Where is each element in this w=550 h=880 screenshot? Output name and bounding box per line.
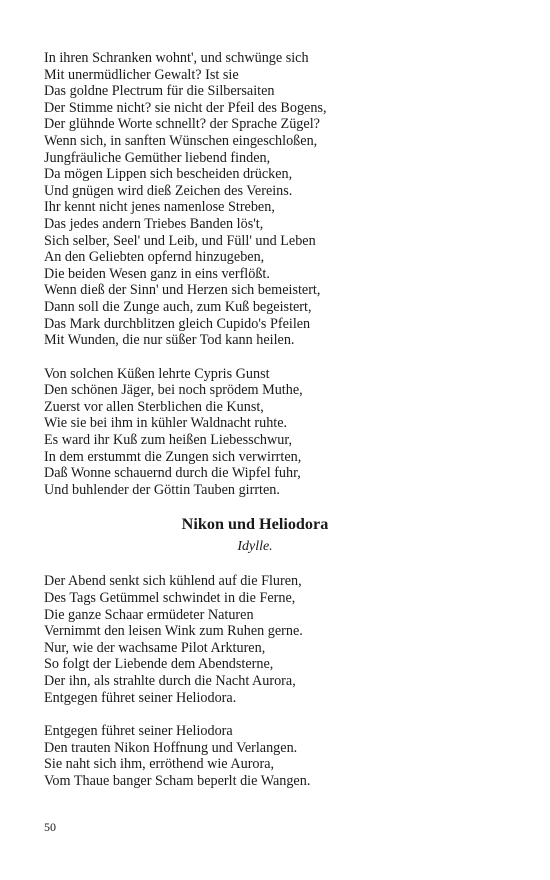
stanza: [44, 366, 514, 499]
poem-line: Da mögen Lippen sich bescheiden drücken,: [44, 166, 293, 183]
page-number: 50: [44, 820, 56, 834]
poem-line: Dann soll die Zunge auch, zum Kuß begeistert,: [44, 298, 312, 315]
poem-line: Den trauten Nikon Hoffnung und Verlangen.: [44, 739, 298, 756]
poem-line: Die ganze Schaar ermüdeter Naturen: [44, 606, 254, 623]
poem-line: Sie naht sich ihm, erröthend wie Aurora,: [44, 756, 275, 773]
stanza: [44, 50, 514, 349]
poem-line: In ihren Schranken wohnt', und schwünge sich: [44, 50, 309, 66]
poem-line: Jungfräuliche Gemüther liebend finden,: [44, 149, 271, 166]
poem-line: Vom Thaue banger Scham beperlt die Wangen.: [44, 772, 311, 789]
poem-line: In dem erstummt die Zungen sich verwirrten,: [44, 448, 302, 465]
poem-line: Von solchen Küßen lehrte Cypris Gunst: [44, 365, 270, 382]
poem-line: Mit unermüdlicher Gewalt? Ist sie: [44, 66, 239, 83]
poem-line: Entgegen führet seiner Heliodora.: [44, 689, 237, 706]
poem-line: Sich selber, Seel' und Leib, und Füll' und Leben: [44, 232, 316, 249]
poem-line: Zuerst vor allen Sterblichen die Kunst,: [44, 398, 264, 415]
poem-line: Des Tags Getümmel schwindet in die Ferne,: [44, 590, 296, 607]
poem-line: Das goldne Plectrum für die Silbersaiten: [44, 83, 275, 100]
stanza: [44, 573, 514, 706]
poem-line: Wenn sich, in sanften Wünschen eingeschloßen,: [44, 132, 318, 149]
poem-line: Daß Wonne schauernd durch die Wipfel fuhr,: [44, 465, 301, 482]
poem-line: Den schönen Jäger, bei noch sprödem Muthe,: [44, 382, 303, 399]
poem-line: Wenn dieß der Sinn' und Herzen sich bemeistert,: [44, 282, 321, 299]
stanza: [44, 723, 514, 789]
poem-line: Wie sie bei ihm in kühler Waldnacht ruhte.: [44, 415, 288, 432]
poem-line: Das jedes andern Triebes Banden lös't,: [44, 215, 264, 232]
poem-title: Nikon und Heliodora: [181, 515, 329, 534]
poem-line: Vernimmt den leisen Wink zum Ruhen gerne.: [44, 623, 303, 640]
poem-line: Die beiden Wesen ganz in eins verflößt.: [44, 265, 270, 282]
poem-line: Mit Wunden, die nur süßer Tod kann heilen.: [44, 332, 295, 349]
poem-line: So folgt der Liebende dem Abendsterne,: [44, 656, 274, 673]
book-page: [44, 50, 514, 790]
poem-line: Der Abend senkt sich kühlend auf die Fluren,: [44, 573, 302, 590]
poem-line: Nur, wie der wachsame Pilot Arkturen,: [44, 639, 266, 656]
poem-line: Es ward ihr Kuß zum heißen Liebesschwur,: [44, 432, 293, 449]
poem-line: Der Stimme nicht? sie nicht der Pfeil des Bogens,: [44, 99, 327, 116]
poem-line: Das Mark durchblitzen gleich Cupido's Pfeilen: [44, 315, 311, 332]
poem-subtitle: Idylle.: [237, 539, 273, 555]
poem-line: Ihr kennt nicht jenes namenlose Streben,: [44, 199, 275, 216]
poem-line: Und buhlender der Göttin Tauben girrten.: [44, 481, 280, 498]
poem-line: Und gnügen wird dieß Zeichen des Vereins.: [44, 182, 293, 199]
poem-line: Entgegen führet seiner Heliodora: [44, 723, 233, 740]
poem-line: Der glühnde Worte schnellt? der Sprache Zügel?: [44, 116, 320, 133]
poem-line: An den Geliebten opfernd hinzugeben,: [44, 249, 265, 266]
poem-line: Der ihn, als strahlte durch die Nacht Aurora,: [44, 673, 296, 689]
